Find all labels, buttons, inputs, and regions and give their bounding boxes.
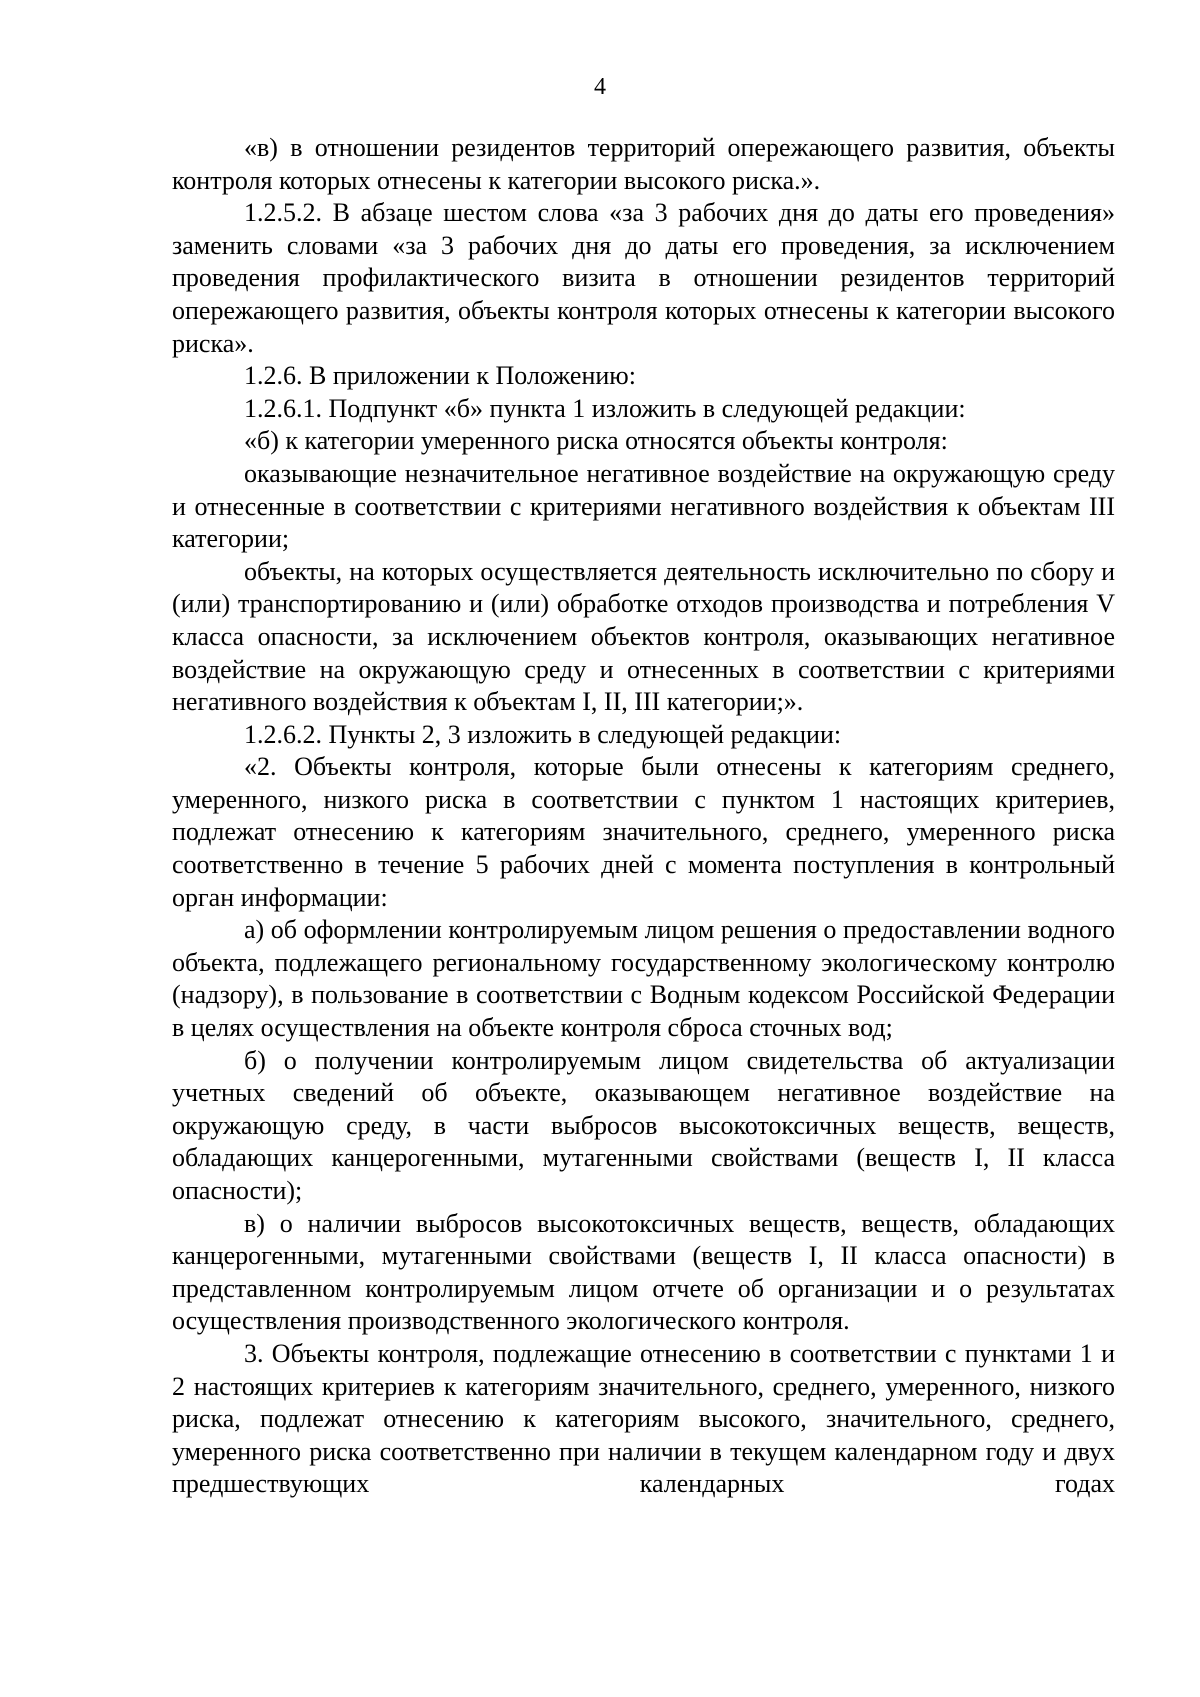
paragraph-12: в) о наличии выбросов высокотоксичных веществ, веществ, обладающих канцерогенными, мутагенными свойствами (веществ I, II класса опасности) в представленном контролируемым лицом отчете об организации и о результатах осуществления производственного экологического контроля. (172, 1208, 1115, 1336)
paragraph-4: 1.2.6.1. Подпункт «б» пункта 1 изложить в следующей редакции: (244, 393, 966, 423)
paragraph-1: «в) в отношении резидентов территорий опережающего развития, объекты контроля которых отнесены к категории высокого риска.». (172, 133, 1115, 195)
paragraph-6: оказывающие незначительное негативное воздействие на окружающую среду и отнесенные в соответствии с критериями негативного воздействия к объектам III категории; (172, 458, 1115, 554)
paragraph-11: б) о получении контролируемым лицом свидетельства об актуализации учетных сведений об объекте, оказывающем негативное воздействие на окружающую среду, в части выбросов высокотоксичных веществ, веществ, обладающих канцерогенными, мутагенными свойствами (веществ I, II класса опасности); (172, 1045, 1115, 1205)
document-body (172, 132, 1115, 1501)
paragraph-10: а) об оформлении контролируемым лицом решения о предоставлении водного объекта, подлежащего региональному государственному экологическому контролю (надзору), в пользование в соответствии с Водным кодексом Российской Федерации в целях осуществления на объекте контроля сброса сточных вод; (172, 915, 1115, 1043)
paragraph-13: 3. Объекты контроля, подлежащие отнесению в соответствии с пунктами 1 и 2 настоящих критериев к категориям значительного, среднего, умеренного, низкого риска, подлежат отнесению к категориям высокого, значительного, среднего, умеренного риска соответственно при наличии в текущем календарном году и двух предшествующих календарных годах (172, 1338, 1115, 1499)
paragraph-7: объекты, на которых осуществляется деятельность исключительно по сбору и (или) транспортированию и (или) обработке отходов производства и потребления V класса опасности, за исключением объектов контроля, оказывающих негативное воздействие на окружающую среду и отнесенных в соответствии с критериями негативного воздействия к объектам I, II, III категории;». (172, 556, 1115, 717)
paragraph-2: 1.2.5.2. В абзаце шестом слова «за 3 рабочих дня до даты его проведения» заменить словами «за 3 рабочих дня до даты его проведения, за исключением проведения профилактического визита в отношении резидентов территорий опережающего развития, объекты контроля которых отнесены к категории высокого риска». (172, 198, 1115, 358)
paragraph-8: 1.2.6.2. Пункты 2, 3 изложить в следующей редакции: (244, 719, 842, 749)
page-number: 4 (594, 74, 606, 100)
paragraph-3: 1.2.6. В приложении к Положению: (244, 361, 636, 391)
paragraph-9: «2. Объекты контроля, которые были отнесены к категориям среднего, умеренного, низкого риска в соответствии с пунктом 1 настоящих критериев, подлежат отнесению к категориям значительного, среднего, умеренного риска соответственно в течение 5 рабочих дней с момента поступления в контрольный орган информации: (172, 752, 1115, 912)
paragraph-5: «б) к категории умеренного риска относятся объекты контроля: (244, 426, 948, 456)
